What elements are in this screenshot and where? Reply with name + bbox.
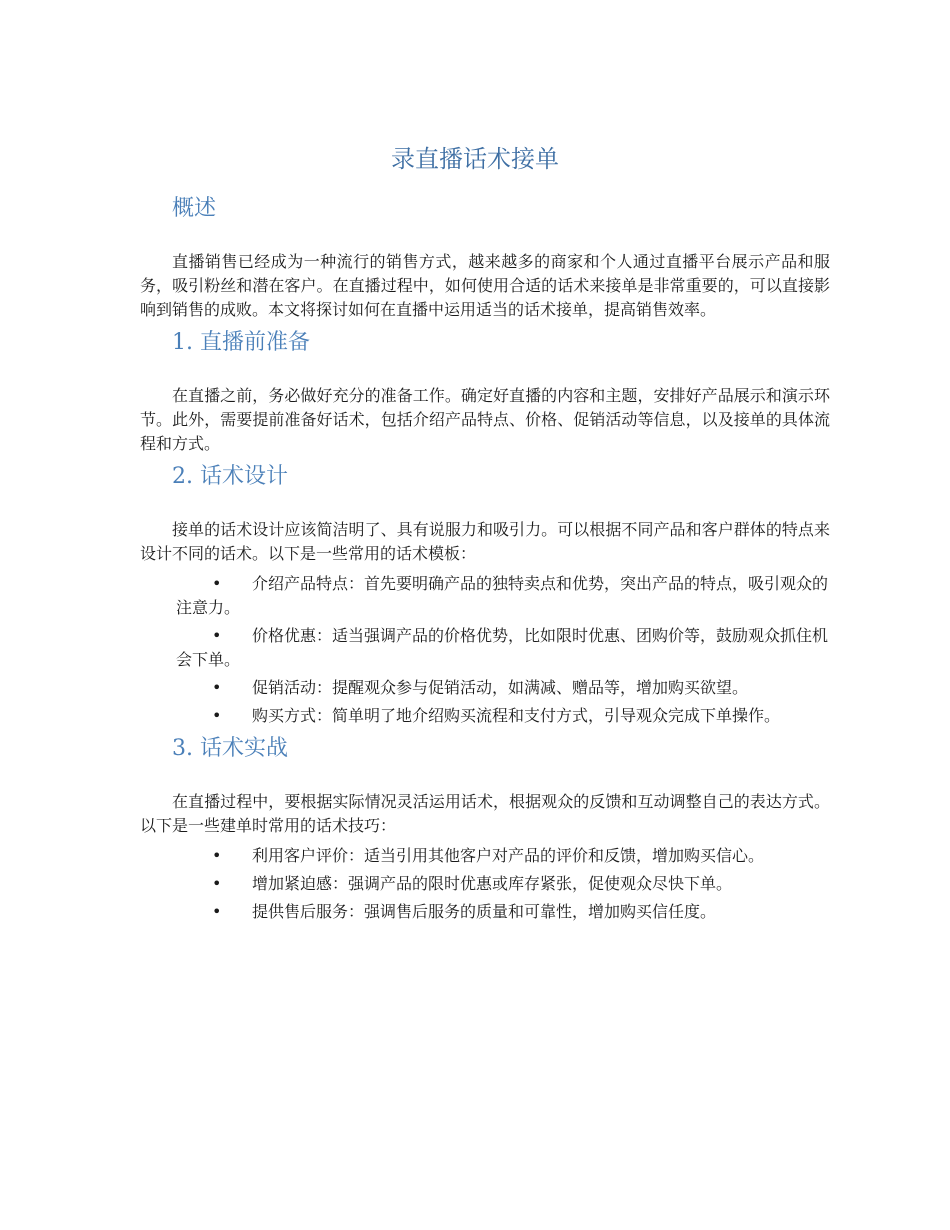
- list-item: [176, 572, 830, 620]
- section-script-design: [140, 460, 830, 728]
- section-script-practice: [140, 732, 830, 924]
- bullet-list: [140, 844, 830, 924]
- bullet-icon: •: [212, 574, 222, 593]
- section-heading: 概述: [172, 196, 217, 221]
- list-item: [176, 704, 830, 728]
- section-heading: 2. 话术设计: [172, 464, 288, 489]
- bullet-icon: •: [212, 678, 222, 697]
- list-item-text: 增加紧迫感：强调产品的限时优惠或库存紧张，促使观众尽快下单。: [252, 874, 733, 893]
- bullet-icon: •: [212, 846, 222, 865]
- list-item: [176, 624, 830, 672]
- paragraph: 在直播过程中，要根据实际情况灵活运用话术，根据观众的反馈和互动调整自己的表达方式。以下是一些建单时常用的话术技巧：: [140, 792, 830, 835]
- list-item: [176, 900, 830, 924]
- list-item-text: 利用客户评价：适当引用其他客户对产品的评价和反馈，增加购买信心。: [252, 846, 765, 865]
- bullet-icon: •: [212, 902, 222, 921]
- bullet-icon: •: [212, 706, 222, 725]
- list-item: [176, 676, 830, 700]
- section-overview: [140, 192, 830, 322]
- list-item: [176, 844, 830, 868]
- list-item: [176, 872, 830, 896]
- list-item-text: 购买方式：简单明了地介绍购买流程和支付方式，引导观众完成下单操作。: [252, 706, 781, 725]
- paragraph: 在直播之前，务必做好充分的准备工作。确定好直播的内容和主题，安排好产品展示和演示环节。此外，需要提前准备好话术，包括介绍产品特点、价格、促销活动等信息，以及接单的具体流程和方式。: [140, 386, 830, 453]
- list-item-text: 促销活动：提醒观众参与促销活动，如满减、赠品等，增加购买欲望。: [252, 678, 749, 697]
- section-heading: 3. 话术实战: [172, 736, 288, 761]
- list-item-text: 介绍产品特点：首先要明确产品的独特卖点和优势，突出产品的特点，吸引观众的注意力。: [176, 574, 829, 617]
- document-body: [140, 192, 830, 928]
- list-item-text: 提供售后服务：强调售后服务的质量和可靠性，增加购买信任度。: [252, 902, 717, 921]
- bullet-icon: •: [212, 874, 222, 893]
- bullet-list: [140, 572, 830, 728]
- paragraph: 直播销售已经成为一种流行的销售方式，越来越多的商家和个人通过直播平台展示产品和服务，吸引粉丝和潜在客户。在直播过程中，如何使用合适的话术来接单是非常重要的，可以直接影响到销售的成败。本文将探讨如何在直播中运用适当的话术接单，提高销售效率。: [140, 252, 830, 319]
- list-item-text: 价格优惠：适当强调产品的价格优势，比如限时优惠、团购价等，鼓励观众抓住机会下单。: [176, 626, 829, 669]
- document-title: 录直播话术接单: [391, 145, 559, 173]
- section-preparation: [140, 326, 830, 456]
- paragraph: 接单的话术设计应该简洁明了、具有说服力和吸引力。可以根据不同产品和客户群体的特点来设计不同的话术。以下是一些常用的话术模板：: [140, 520, 830, 563]
- section-heading: 1. 直播前准备: [172, 330, 310, 355]
- bullet-icon: •: [212, 626, 222, 645]
